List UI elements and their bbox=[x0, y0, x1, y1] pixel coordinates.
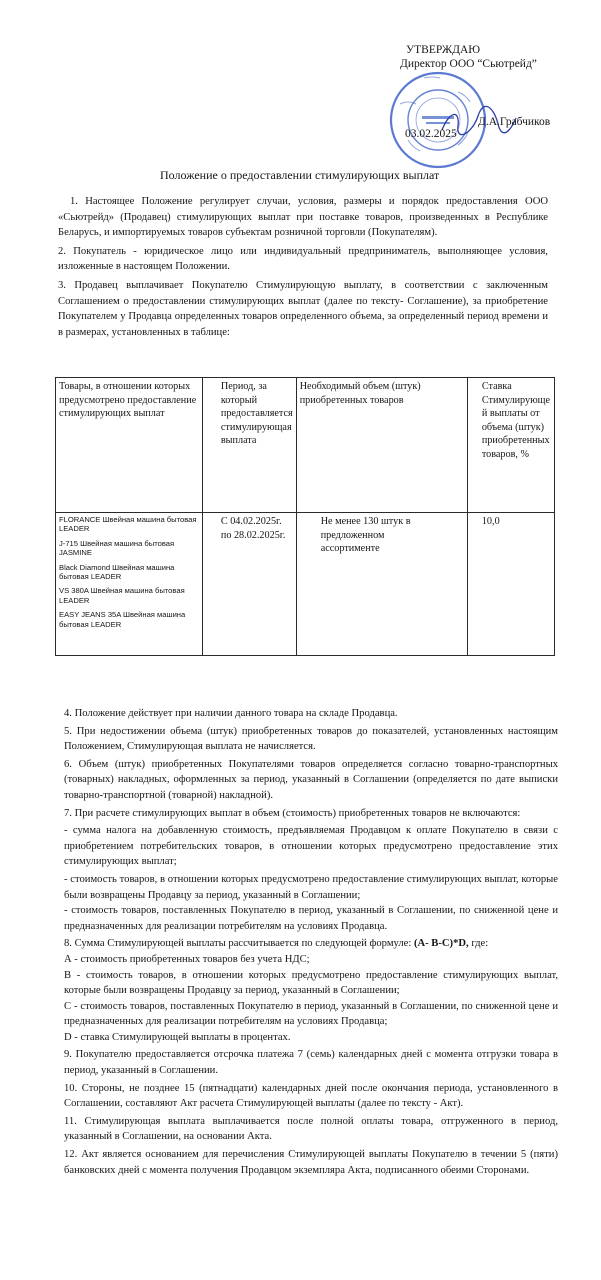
bottom-paragraphs bbox=[64, 706, 558, 1178]
paragraph-11: 11. Стимулирующая выплата выплачивается после полной оплаты товара, отгруженного в период, указанный в Соглашении, на основании Акта. bbox=[64, 1115, 558, 1143]
paragraph-7: 7. При расчете стимулирующих выплат в объем (стоимость) приобретенных товаров не включаются: bbox=[64, 807, 521, 819]
approval-signer: Д.А.Грабчиков bbox=[478, 116, 551, 128]
incentive-table bbox=[55, 377, 555, 656]
volume-cell: Не менее 130 штук в предложенном ассортименте bbox=[296, 513, 467, 656]
header-goods: Товары, в отношении которых предусмотрено предоставление стимулирующих выплат bbox=[56, 378, 203, 513]
paragraph-8c: С - стоимость товаров, поставленных Покупателю в период, указанный в Соглашении, по сниженной цене и предназначенных для реализации потребителям на условиях Продавца; bbox=[64, 1000, 558, 1028]
paragraph-1: 1. Настоящее Положение регулирует случаи, условия, размеры и порядок предоставления ООО «Сьютрейд» (Продавец) стимулирующих выплат при поставке товаров, произведенных в Республике Беларусь, и импортируемых товаров субъектам розничной торговли (Покупателям). bbox=[58, 196, 548, 239]
paragraph-8-formula: (А- В-С)*D, bbox=[413, 938, 469, 950]
paragraph-5: 5. При недостижении объема (штук) приобретенных товаров до показателей, установленных настоящим Положением, Стимулирующая выплата не начисляется. bbox=[64, 725, 558, 753]
paragraph-7a: - сумма налога на добавленную стоимость, предъявляемая Продавцом к оплате Покупателю в связи с приобретением потребительских товаров, в отношении которых предусмотрено предоставление этих стимулирующих выплат; bbox=[64, 825, 558, 868]
paragraph-7c: - стоимость товаров, поставленных Покупателю в период, указанный в Соглашении, по сниженной цене и предназначенных для реализации потребителям на условиях Продавца. bbox=[64, 905, 558, 932]
paragraph-7b: - стоимость товаров, в отношении которых предусмотрено предоставление стимулирующих выплат, которые были возвращены Продавцу за период, указанный в Соглашении; bbox=[64, 873, 558, 901]
rate-cell: 10,0 bbox=[467, 513, 554, 656]
top-paragraphs bbox=[58, 194, 548, 340]
table-row bbox=[56, 513, 555, 656]
paragraph-8 bbox=[64, 936, 558, 952]
paragraph-8-end: где: bbox=[468, 938, 489, 950]
goods-item: VS 380A Швейная машина бытовая LEADER bbox=[59, 586, 185, 605]
page-title: Положение о предоставлении стимулирующих выплат bbox=[160, 168, 440, 182]
paragraph-8a: А - стоимость приобретенных товаров без учета НДС; bbox=[64, 953, 310, 965]
approval-word: УТВЕРЖДАЮ bbox=[406, 44, 481, 56]
table-header-row bbox=[56, 378, 555, 513]
paragraph-2: 2. Покупатель - юридическое лицо или индивидуальный предприниматель, выполняющее условия, изложенные в настоящем Положении. bbox=[58, 245, 548, 273]
goods-item: EASY JEANS 35A Швейная машина бытовая LEADER bbox=[59, 610, 186, 629]
goods-item: J-715 Швейная машина бытовая JASMINE bbox=[59, 538, 175, 558]
paragraph-10: 10. Стороны, не позднее 15 (пятнадцати) календарных дней после окончания периода, установленного в Соглашении, составляют Акт расчета Стимулирующей выплаты (далее по тексту - Акт). bbox=[64, 1082, 558, 1110]
goods-cell bbox=[56, 513, 203, 656]
header-period: Период, за который предоставляется стимулирующая выплата bbox=[202, 378, 296, 513]
paragraph-6: 6. Объем (штук) приобретенных Покупателями товаров определяется согласно товарно-транспортных (товарных) накладных, оформленных за период, указанный в Соглашении (определяется по дате выписки товарно-транспортной (товарной) накладной). bbox=[64, 758, 558, 801]
approval-date: 03.02.2025 bbox=[405, 128, 457, 140]
paragraph-3: 3. Продавец выплачивает Покупателю Стимулирующую выплату, в соответствии с заключенным Соглашением о предоставлении стимулирующих выплат (далее по тексту- Соглашение), за приобретение Покупателем у Продавца определенных товаров определенного объема, за определенный период времени и в размерах, установленных в таблице: bbox=[58, 279, 548, 338]
goods-item: FLORANCE Швейная машина бытовая LEADER bbox=[59, 515, 197, 534]
period-cell: С 04.02.2025г. по 28.02.2025г. bbox=[202, 513, 296, 656]
paragraph-8-start: 8. Сумма Стимулирующей выплаты рассчитывается по следующей формуле: bbox=[64, 938, 414, 950]
paragraph-8b: В - стоимость товаров, в отношении которых предусмотрено предоставление стимулирующих выплат, которые были возвращены Продавцу за период, указанный в Соглашении; bbox=[64, 969, 558, 997]
paragraph-4: 4. Положение действует при наличии данного товара на складе Продавца. bbox=[64, 708, 398, 719]
paragraph-12: 12. Акт является основанием для перечисления Стимулирующей выплаты Покупателю в течении 5 (пяти) банковских дней с момента получения Продавцом экземпляра Акта, подписанного обеими Сторонами. bbox=[64, 1149, 558, 1176]
header-rate: Ставка Стимулирующей выплаты от объема (штук) приобретенных товаров, % bbox=[467, 378, 554, 513]
paragraph-9: 9. Покупателю предоставляется отсрочка платежа 7 (семь) календарных дней с момента отгрузки товара в период, указанный в Соглашении. bbox=[64, 1049, 558, 1077]
goods-item: Black Diamond Швейная машина бытовая LEADER bbox=[59, 562, 175, 582]
approval-position: Директор ООО “Сьютрейд” bbox=[400, 58, 537, 70]
paragraph-8d: D - ставка Стимулирующей выплаты в процентах. bbox=[64, 1031, 291, 1043]
header-volume: Необходимый объем (штук) приобретенных товаров bbox=[296, 378, 467, 513]
